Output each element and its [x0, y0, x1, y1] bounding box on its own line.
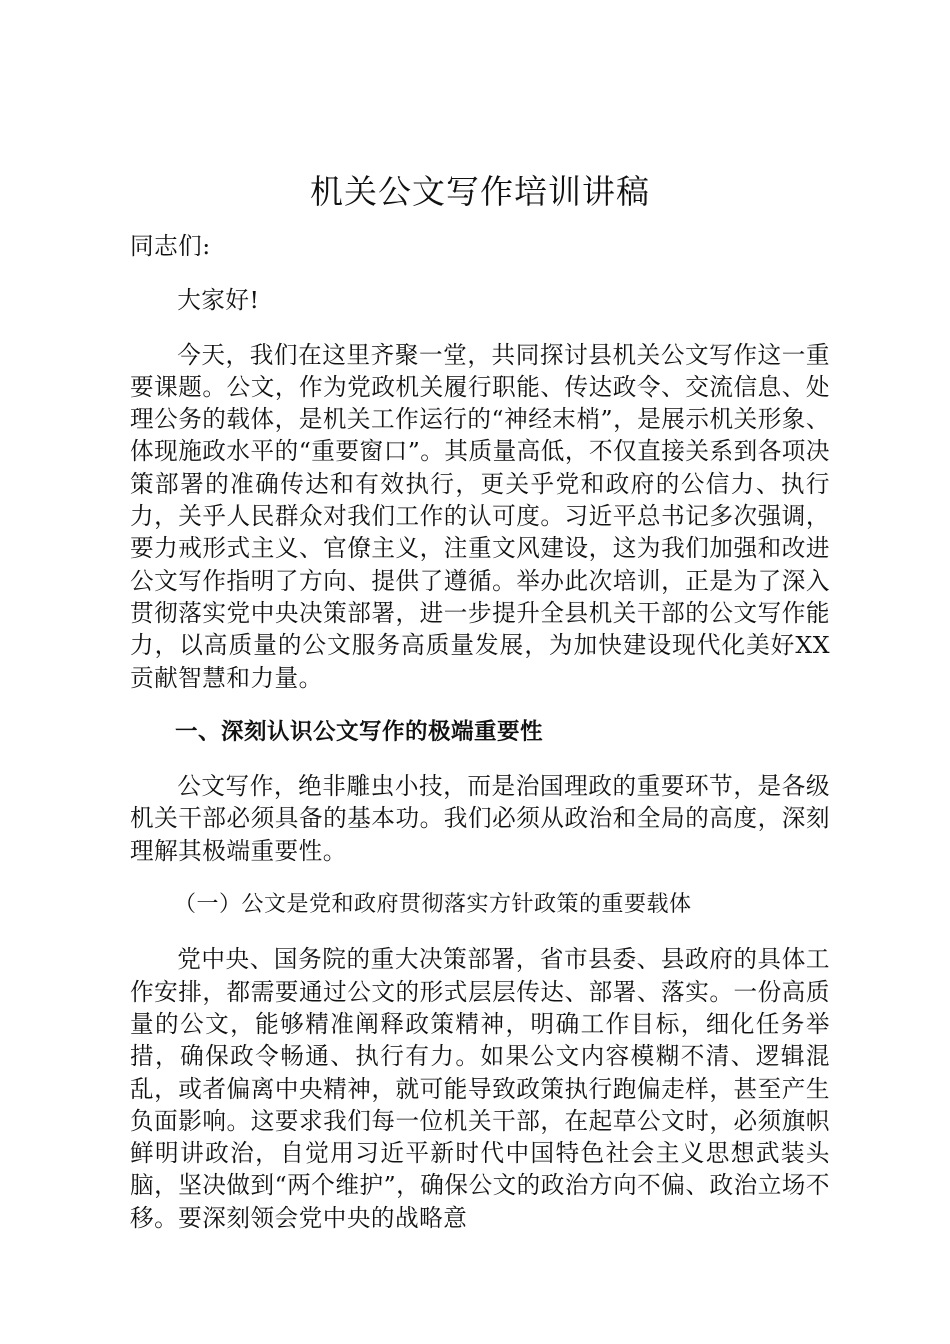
subsection-heading: （一）公文是党和政府贯彻落实方针政策的重要载体 — [174, 892, 692, 918]
greeting: 大家好! — [177, 286, 260, 315]
document-title: 机关公文写作培训讲稿 — [310, 172, 650, 211]
document-page — [130, 168, 830, 1256]
salutation: 同志们: — [130, 232, 211, 260]
subsection-paragraph: 党中央、国务院的重大决策部署，省市县委、县政府的具体工作安排，都需要通过公文的形式层层传达、部署、落实。一份高质量的公文，能够精准阐释政策精神，明确工作目标，细化任务举措，确保政令畅通、执行有力。如果公文内容模糊不清、逻辑混乱，或者偏离中央精神，就可能导致政策执行跑偏走样，甚至产生负面影响。这要求我们每一位机关干部，在起草公文时，必须旗帜鲜明讲政治，自觉用习近平新时代中国特色社会主义思想武装头脑，坚决做到“两个维护”，确保公文的政治方向不偏、政治立场不移。要深刻领会党中央的战略意 — [130, 945, 830, 1232]
section-heading: 一、深刻认识公文写作的极端重要性 — [175, 718, 544, 745]
intro-paragraph: 今天，我们在这里齐聚一堂，共同探讨县机关公文写作这一重要课题。公文，作为党政机关履行职能、传达政令、交流信息、处理公务的载体，是机关工作运行的“神经末梢”，是展示机关形象、体现施政水平的“重要窗口”。其质量高低，不仅直接关系到各项决策部署的准确传达和有效执行，更关乎党和政府的公信力、执行力，关乎人民群众对我们工作的认可度。习近平总书记多次强调，要力戒形式主义、官僚主义，注重文风建设，这为我们加强和改进公文写作指明了方向、提供了遵循。举办此次培训，正是为了深入贯彻落实党中央决策部署，进一步提升全县机关干部的公文写作能力，以高质量的公文服务高质量发展，为加快建设现代化美好XX贡献智慧和力量。 — [130, 340, 830, 692]
section-paragraph: 公文写作，绝非雕虫小技，而是治国理政的重要环节，是各级机关干部必须具备的基本功。我们必须从政治和全局的高度，深刻理解其极端重要性。 — [130, 772, 830, 865]
